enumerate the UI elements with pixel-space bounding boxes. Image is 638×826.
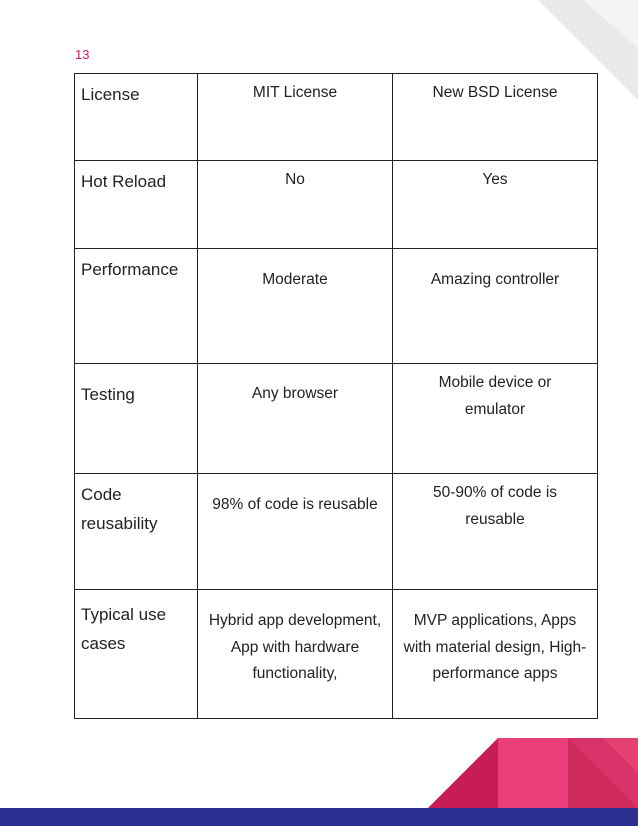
row-label: Typical use cases	[75, 590, 198, 719]
row-label: License	[75, 74, 198, 161]
cell-col-a: 98% of code is reusable	[198, 474, 393, 590]
cell-col-a: MIT License	[198, 74, 393, 161]
cell-col-b: Amazing controller	[393, 249, 598, 364]
footer-bar	[0, 808, 638, 826]
table-row	[75, 590, 598, 719]
row-label: Hot Reload	[75, 161, 198, 249]
table-row	[75, 474, 598, 590]
cell-col-b: MVP applications, Apps with material design, High-performance apps	[393, 590, 598, 719]
row-label: Code reusability	[75, 474, 198, 590]
table-row	[75, 74, 598, 161]
cell-col-b: Yes	[393, 161, 598, 249]
cell-col-b: 50-90% of code is reusable	[393, 474, 598, 590]
cell-col-a: Hybrid app development, App with hardware functionality,	[198, 590, 393, 719]
row-label: Performance	[75, 249, 198, 364]
comparison-table	[74, 73, 598, 719]
cell-col-a: Any browser	[198, 364, 393, 474]
row-label: Testing	[75, 364, 198, 474]
page-number: 13	[75, 47, 90, 62]
cell-col-b: New BSD License	[393, 74, 598, 161]
cell-col-b: Mobile device or emulator	[393, 364, 598, 474]
cell-col-a: No	[198, 161, 393, 249]
table-row	[75, 249, 598, 364]
corner-decoration-bottom	[428, 738, 638, 808]
table-row	[75, 364, 598, 474]
table-row	[75, 161, 598, 249]
cell-col-a: Moderate	[198, 249, 393, 364]
